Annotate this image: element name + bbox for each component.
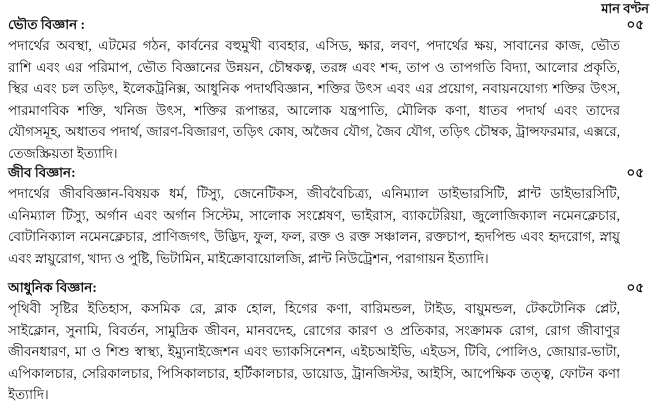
- marks-column-header: মান বণ্টন: [601, 1, 649, 16]
- body-line: বোটানিক্যাল নমেনক্লেচার, প্রাণিজগৎ, উদ্ভিদ, ফুল, ফল, রক্ত ও রক্ত সঞ্চালন, রক্তচাপ, হৃদপিন্ড এবং হৃদরোগ, স্নায়ু: [8, 229, 620, 244]
- body-line: এনিম্যাল টিস্যু, অর্গান এবং অর্গান সিস্টেম, সালোক সংশ্লেষণ, ভাইরাস, ব্যাকটেরিয়া, জুলোজিক্যাল নমেনক্লেচার,: [8, 207, 620, 223]
- body-line: যৌগসমূহ, অধাতব পদার্থ, জারণ-বিজারণ, তড়িৎ কোষ, অজৈব যৌগ, জৈব যৌগ, তড়িৎ চৌম্বক, ট্রান্সফরমার, এক্সরে,: [8, 124, 620, 139]
- section-marks: ০৫: [626, 280, 644, 295]
- body-line: এবং স্নায়ুরোগ, খাদ্য ও পুষ্টি, ভিটামিন, মাইক্রোবায়োলজি, প্লান্ট নিউট্রেশন, পরাগায়ন ইত্যাদি।: [8, 250, 489, 266]
- section-biology: [8, 162, 644, 269]
- section-title: জীব বিজ্ঞান:: [8, 165, 76, 180]
- section-title: আধুনিক বিজ্ঞান:: [8, 280, 97, 295]
- section-marks: ০৫: [626, 165, 644, 180]
- section-title: ভৌত বিজ্ঞান :: [8, 17, 86, 32]
- body-line: জীবনধারণ, মা ও শিশু স্বাস্থ্য, ইম্যুনাইজেশন এবং ভ্যাকসিনেশন, এইচআইভি, এইডস, টিবি, পোলিও, জোয়ার-ভাটা,: [8, 344, 620, 359]
- body-line: স্থির এবং চল তড়িৎ, ইলেকট্রনিক্স, আধুনিক পদার্থবিজ্ঞান, শক্তির উৎস এবং এর প্রয়োগ, নবায়নযোগ্য শক্তির উৎস,: [8, 81, 620, 96]
- body-line: ইত্যাদি।: [8, 387, 49, 402]
- body-line: পারমাণবিক শক্তি, খনিজ উৎস, শক্তির রূপান্তর, আলোক যন্ত্রপাতি, মৌলিক কণা, ধাতব পদার্থ এবং তাদের: [8, 102, 620, 118]
- body-line: রাশি এবং এর পরিমাপ, ভৌত বিজ্ঞানের উন্নয়ন, চৌম্বকত্ব, তরঙ্গ এবং শব্দ, তাপ ও তাপগতি বিদ্যা, আলোর প্রকৃতি,: [8, 59, 620, 75]
- section-modern-science: [8, 277, 644, 406]
- body-line: পদার্থের অবস্থা, এটমের গঠন, কার্বনের বহুমুখী ব্যবহার, এসিড, ক্ষার, লবণ, পদার্থের ক্ষয়, সাবানের কাজ, ভৌত: [8, 38, 620, 53]
- body-line: পদার্থের জীববিজ্ঞান-বিষয়ক ধর্ম, টিস্যু, জেনেটিকস, জীববৈচিত্র্য, এনিম্যাল ডাইভারসিটি, প্লান্ট ডাইভারসিটি,: [8, 186, 620, 201]
- section-marks: ০৫: [626, 17, 644, 32]
- body-line: পৃথিবী সৃষ্টির ইতিহাস, কসমিক রে, ব্লাক হোল, হিগের কণা, বারিমন্ডল, টাইড, বায়ুমন্ডল, টেকটোনিক প্লেট,: [8, 301, 620, 316]
- body-line: সাইক্লোন, সুনামি, বিবর্তন, সামুদ্রিক জীবন, মানবদেহ, রোগের কারণ ও প্রতিকার, সংক্রামক রোগ, রোগ জীবাণুর: [8, 322, 620, 338]
- section-physical-science: [8, 14, 644, 164]
- body-line: তেজস্ক্রিয়তা ইত্যাদি।: [8, 145, 118, 161]
- body-line: এপিকালচার, সেরিকালচার, পিসিকালচার, হর্টিকালচার, ডায়োড, ট্রানজিস্টর, আইসি, আপেক্ষিক তত্ত্ব, ফোটন কণা: [8, 365, 620, 381]
